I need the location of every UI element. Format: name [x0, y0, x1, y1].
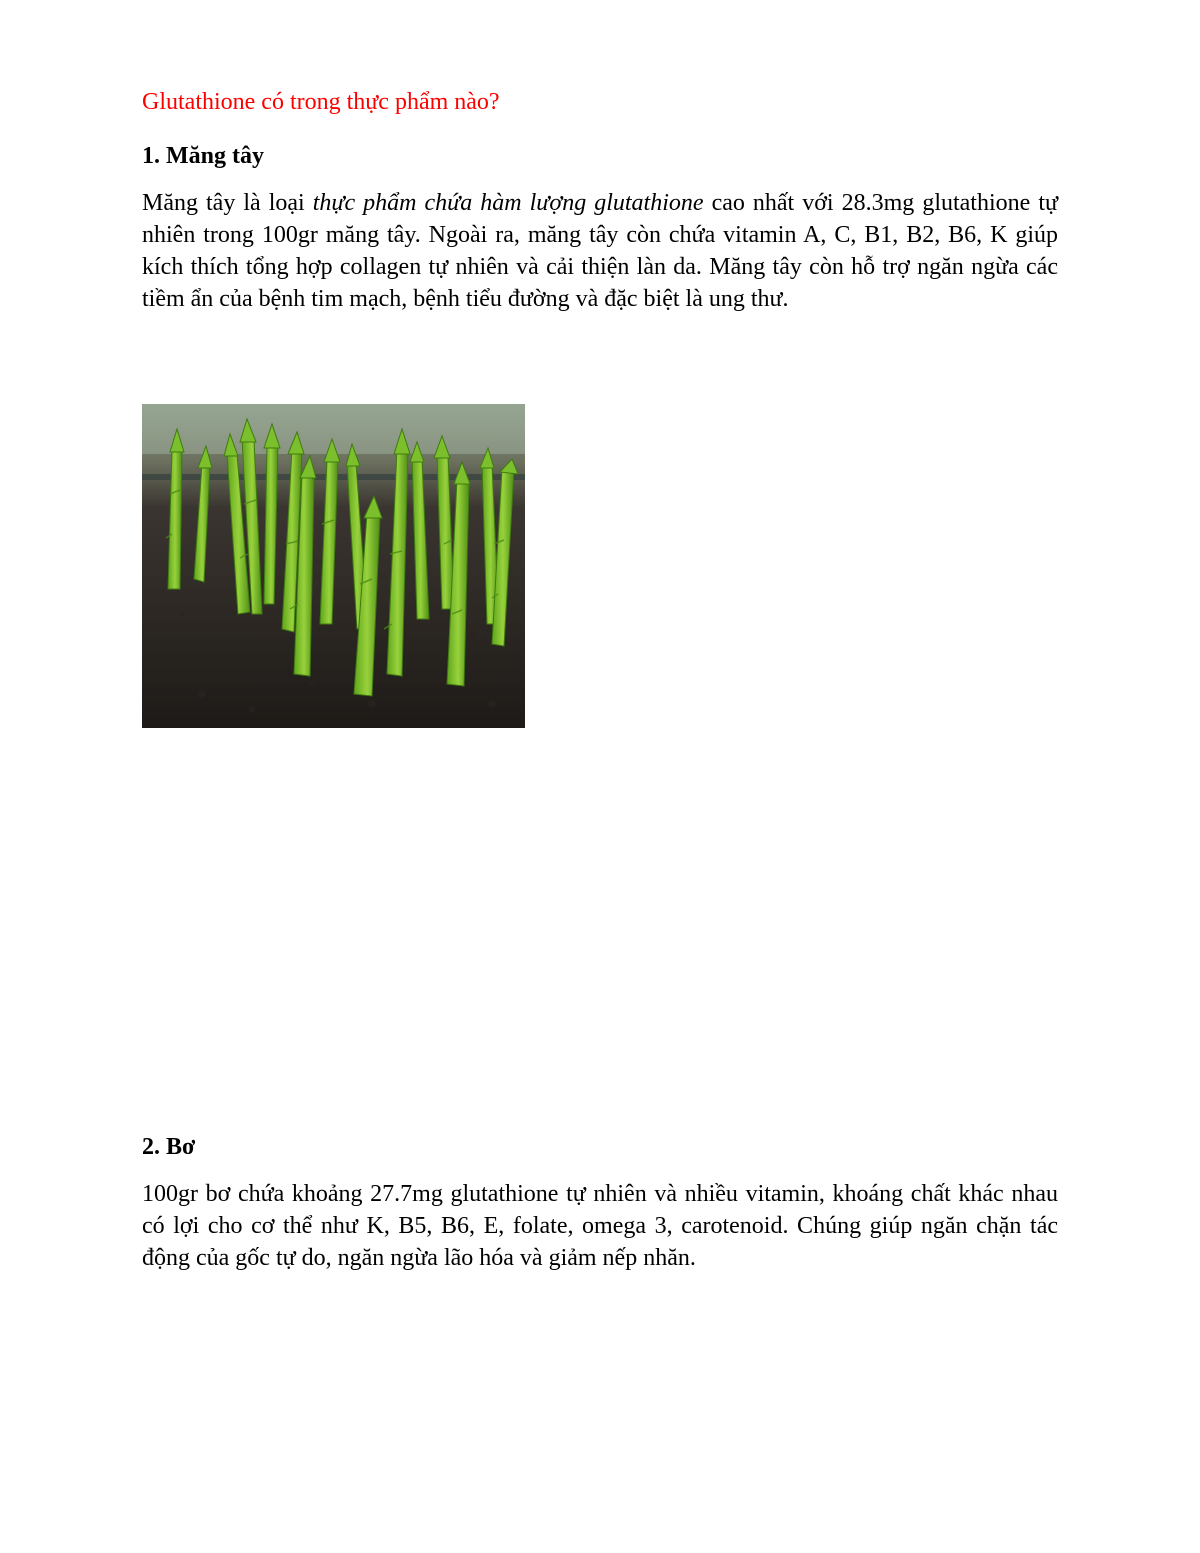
paragraph-text: cao nhất với 28.3mg glutathione tự nhiên trong 100gr măng tây. Ngoài ra, măng tây còn chứa vitamin A, C, B1, B2, B6, K giúp kích thích tổng hợp collagen tự nhiên và cải thiện làn da. Măng tây còn hỗ trợ ngăn ngừa các tiềm ẩn của bệnh tim mạch, bệnh tiểu đường và đặc biệt là ung thư.	[142, 190, 1058, 312]
asparagus-photo	[142, 404, 525, 728]
italic-phrase: thực phẩm chứa hàm lượng glutathione	[312, 190, 704, 216]
paragraph-text: Măng tây là loại	[142, 190, 313, 216]
section-heading-avocado: 2. Bơ	[142, 1134, 196, 1160]
avocado-paragraph: 100gr bơ chứa khoảng 27.7mg glutathione tự nhiên và nhiều vitamin, khoáng chất khác nhau có lợi cho cơ thể như K, B5, B6, E, folate, omega 3, carotenoid. Chúng giúp ngăn chặn tác động của gốc tự do, ngăn ngừa lão hóa và giảm nếp nhăn.	[142, 1181, 1058, 1271]
section-heading-asparagus: 1. Măng tây	[142, 143, 264, 169]
asparagus-paragraph	[142, 187, 1058, 315]
page-title: Glutathione có trong thực phẩm nào?	[142, 89, 500, 115]
